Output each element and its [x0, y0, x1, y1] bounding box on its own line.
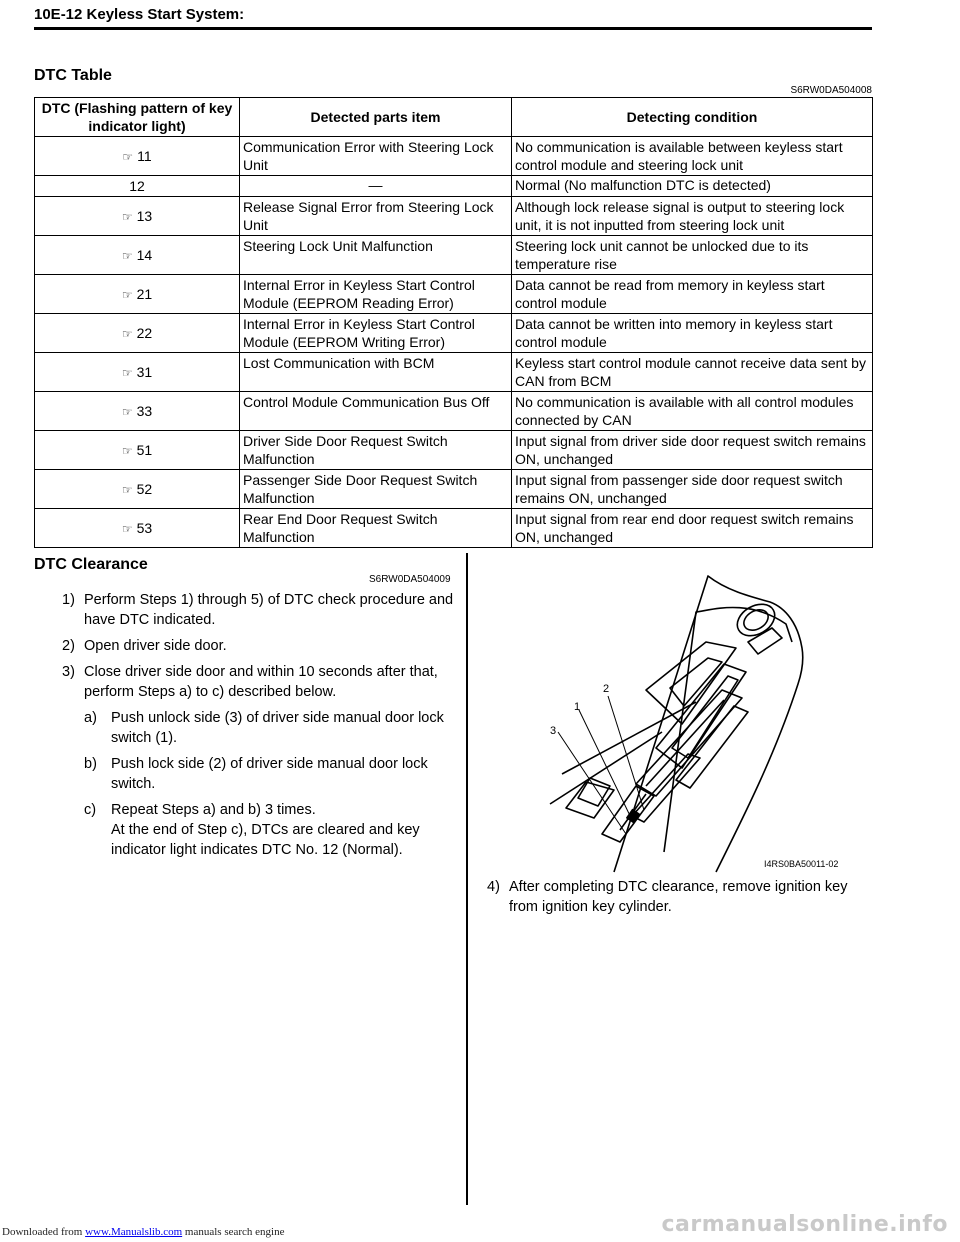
banner-prefix: Downloaded from [2, 1226, 83, 1238]
table-row [35, 275, 873, 314]
dtc-code-link[interactable]: 52 [136, 480, 153, 497]
header-rule [34, 27, 872, 30]
detecting-condition-cell: Steering lock unit cannot be unlocked due to its temperature rise [512, 236, 873, 275]
dtc-cell [35, 197, 240, 236]
detected-parts-cell: Communication Error with Steering Lock Unit [240, 137, 512, 176]
dtc-code-link[interactable]: 13 [136, 207, 153, 224]
detected-parts-cell: Control Module Communication Bus Off [240, 392, 512, 431]
substep-letter: a) [84, 710, 97, 726]
dtc-cell [35, 353, 240, 392]
detected-parts-cell: Lost Communication with BCM [240, 353, 512, 392]
procedure-step [487, 877, 877, 917]
detected-parts-cell: Release Signal Error from Steering Lock Unit [240, 197, 512, 236]
detecting-condition-cell: Input signal from rear end door request switch remains ON, unchanged [512, 509, 873, 548]
door-switch-figure [486, 572, 872, 874]
dtc-cell [35, 176, 240, 197]
procedure-step [62, 636, 462, 656]
substep-text: Push lock side (2) of driver side manual door lock switch. [111, 756, 428, 792]
detecting-condition-cell: Input signal from driver side door request switch remains ON, unchanged [512, 431, 873, 470]
dtc-cell [35, 236, 240, 275]
manualslib-link[interactable]: www.Manualslib.com [85, 1226, 183, 1238]
pointing-hand-icon[interactable]: ☞ [121, 521, 133, 536]
detected-parts-cell: — [240, 176, 512, 197]
detected-parts-cell: Internal Error in Keyless Start Control Module (EEPROM Reading Error) [240, 275, 512, 314]
pointing-hand-icon[interactable]: ☞ [121, 209, 133, 224]
detecting-condition-cell: Data cannot be read from memory in keyless start control module [512, 275, 873, 314]
dtc-code-link[interactable]: 22 [136, 324, 153, 341]
callout-label-2: 2 [603, 683, 610, 695]
table-row [35, 236, 873, 275]
table-row [35, 353, 873, 392]
dtc-cell [35, 431, 240, 470]
table-row [35, 509, 873, 548]
detecting-condition-cell: Although lock release signal is output to steering lock unit, it is not inputted from steering lock unit [512, 197, 873, 236]
table-row [35, 176, 873, 197]
detecting-condition-cell: Keyless start control module cannot receive data sent by CAN from BCM [512, 353, 873, 392]
detected-parts-cell: Rear End Door Request Switch Malfunction [240, 509, 512, 548]
dtc-code-link[interactable]: 51 [136, 441, 153, 458]
pointing-hand-icon[interactable]: ☞ [121, 404, 133, 419]
download-banner [2, 1226, 284, 1238]
pointing-hand-icon[interactable]: ☞ [121, 365, 133, 380]
step-text: Close driver side door and within 10 seconds after that, perform Steps a) to c) described below. [84, 664, 438, 700]
door-switch-illustration [486, 572, 872, 874]
dtc-cell [35, 137, 240, 176]
clearance-steps [62, 590, 462, 866]
substep-text: Push unlock side (3) of driver side manual door lock switch (1). [111, 710, 444, 746]
column-divider [466, 553, 468, 1205]
detected-parts-cell: Internal Error in Keyless Start Control Module (EEPROM Writing Error) [240, 314, 512, 353]
banner-suffix: manuals search engine [184, 1226, 285, 1238]
dtc-code-link[interactable]: 31 [136, 363, 153, 380]
substep-text: Repeat Steps a) and b) 3 times. [111, 802, 316, 818]
dtc-code-link[interactable]: 53 [136, 519, 153, 536]
step-number: 4) [487, 879, 500, 895]
pointing-hand-icon[interactable]: ☞ [121, 248, 133, 263]
table-row [35, 470, 873, 509]
callout-label-3: 3 [550, 725, 557, 737]
figure-code: I4RS0BA50011-02 [764, 859, 839, 869]
dtc-code-link[interactable]: 11 [137, 147, 152, 164]
table-row [35, 314, 873, 353]
step-number: 3) [62, 664, 75, 680]
dtc-code: 12 [129, 177, 145, 194]
site-watermark: carmanualsonline.info [661, 1212, 948, 1237]
dtc-code-link[interactable]: 21 [136, 285, 153, 302]
pointing-hand-icon[interactable]: ☞ [121, 482, 133, 497]
detecting-condition-cell: Data cannot be written into memory in keyless start control module [512, 314, 873, 353]
procedure-substep [84, 708, 462, 748]
step-text: Open driver side door. [84, 638, 227, 654]
pointing-hand-icon[interactable]: ☞ [121, 287, 133, 302]
substep-letter: c) [84, 802, 97, 818]
column-header-detecting-condition: Detecting condition [512, 98, 873, 137]
detecting-condition-cell: Normal (No malfunction DTC is detected) [512, 176, 873, 197]
callout-label-1: 1 [574, 701, 581, 713]
dtc-cell [35, 470, 240, 509]
procedure-step [62, 590, 462, 630]
dtc-table-heading: DTC Table [34, 67, 112, 84]
table-row [35, 431, 873, 470]
procedure-substep [84, 754, 462, 794]
step-number: 2) [62, 638, 75, 654]
detecting-condition-cell: Input signal from passenger side door request switch remains ON, unchanged [512, 470, 873, 509]
dtc-cell [35, 509, 240, 548]
dtc-table-section-code: S6RW0DA504008 [790, 85, 872, 96]
step-number: 1) [62, 592, 75, 608]
table-row [35, 197, 873, 236]
dtc-clearance-section-code: S6RW0DA504009 [369, 574, 451, 585]
substep-letter: b) [84, 756, 97, 772]
detected-parts-cell: Driver Side Door Request Switch Malfunction [240, 431, 512, 470]
dtc-table [34, 97, 873, 548]
dtc-code-link[interactable]: 14 [136, 246, 153, 263]
column-header-dtc: DTC (Flashing pattern of key indicator light) [35, 98, 240, 137]
detecting-condition-cell: No communication is available between keyless start control module and steering lock unit [512, 137, 873, 176]
detected-parts-cell: Passenger Side Door Request Switch Malfunction [240, 470, 512, 509]
dtc-cell [35, 275, 240, 314]
dtc-cell [35, 392, 240, 431]
substep-text-continued: At the end of Step c), DTCs are cleared and key indicator light indicates DTC No. 12 (Normal). [111, 822, 420, 858]
pointing-hand-icon[interactable]: ☞ [122, 149, 134, 164]
dtc-code-link[interactable]: 33 [136, 402, 153, 419]
table-row [35, 392, 873, 431]
procedure-step [62, 662, 462, 702]
dtc-clearance-heading: DTC Clearance [34, 556, 148, 573]
detecting-condition-cell: No communication is available with all control modules connected by CAN [512, 392, 873, 431]
pointing-hand-icon[interactable]: ☞ [121, 326, 133, 341]
table-row [35, 137, 873, 176]
detected-parts-cell: Steering Lock Unit Malfunction [240, 236, 512, 275]
dtc-cell [35, 314, 240, 353]
pointing-hand-icon[interactable]: ☞ [121, 443, 133, 458]
dtc-table-header-row [35, 98, 873, 137]
page-header-title: 10E-12 Keyless Start System: [34, 6, 245, 23]
procedure-substep [84, 800, 462, 860]
step-text: Perform Steps 1) through 5) of DTC check procedure and have DTC indicated. [84, 592, 454, 628]
column-header-detected-parts: Detected parts item [240, 98, 512, 137]
step-text: After completing DTC clearance, remove ignition key from ignition key cylinder. [509, 879, 848, 915]
